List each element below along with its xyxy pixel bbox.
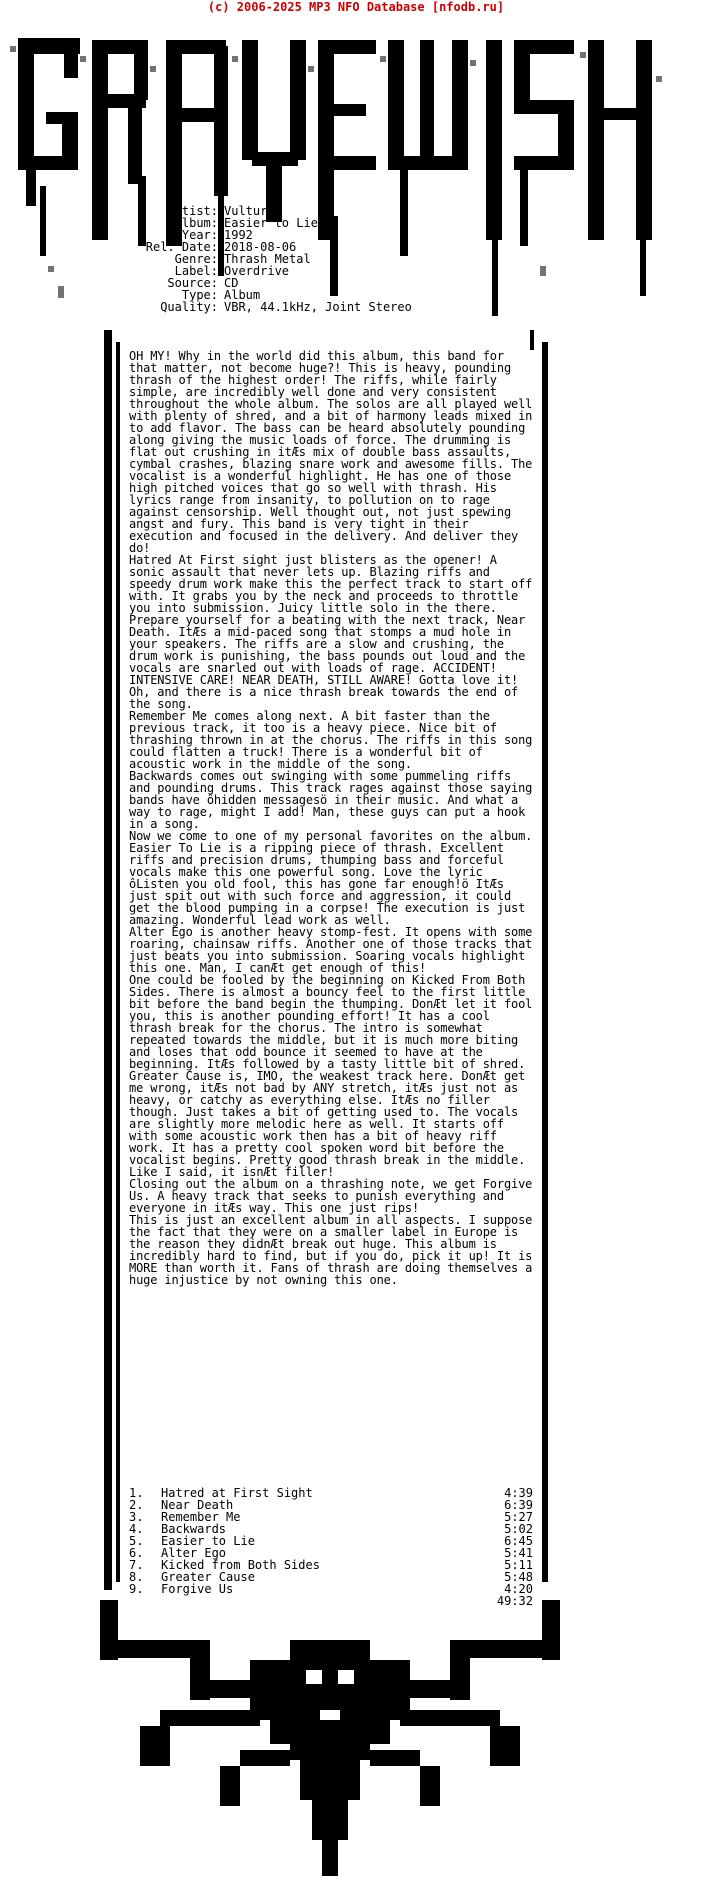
track-num: 8. bbox=[129, 1570, 144, 1584]
review-paragraph: Alter Ego is another heavy stomp-fest. It opens with some roaring, chainsaw riffs. Another one of those tracks that just beats you into submission. Soaring vocals highlight this one. Man, I canÆt get enough of this! bbox=[129, 925, 533, 975]
track-title: Easier to Lie bbox=[161, 1534, 255, 1548]
track-title: Hatred at First Sight bbox=[161, 1486, 313, 1500]
info-label: Label: bbox=[174, 264, 218, 278]
track-time: 4:39 bbox=[504, 1486, 533, 1500]
review-paragraph: Prepare yourself for a beating with the next track, Near Death. ItÆs a mid-paced song that stomps a mud hole in your speakers. The riffs are a slow and crushing, the drum work is punishing, the bass pounds out loud and the vocals are snarled out with loads of rage. ACCIDENT! INTENSIVE CARE! NEAR DEATH, STILL AWARE! Gotta love it! Oh, and there is a nice thrash break towards the end of the song. bbox=[129, 613, 526, 711]
info-row bbox=[0, 277, 712, 289]
track-num: 7. bbox=[129, 1558, 144, 1572]
info-value: Album bbox=[224, 288, 261, 302]
frame-right-border bbox=[542, 342, 548, 1582]
track-title: Alter Ego bbox=[161, 1546, 227, 1560]
track-title: Remember Me bbox=[161, 1510, 241, 1524]
track-time: 6:39 bbox=[504, 1498, 533, 1512]
track-time: 5:02 bbox=[504, 1522, 533, 1536]
track-time: 5:11 bbox=[504, 1558, 533, 1572]
info-label: Source: bbox=[167, 276, 218, 290]
track-num: 4. bbox=[129, 1522, 144, 1536]
review-paragraph: This is just an excellent album in all aspects. I suppose the fact that they were on a smaller label in Europe is the reason they didnÆt break out huge. This album is incredibly hard to find, but if you do, pick it up! It is MORE than worth it. Fans of thrash are doing themselves a huge injustice by not owning this one. bbox=[129, 1213, 533, 1287]
info-value: 2018-08-06 bbox=[224, 240, 297, 254]
track-row bbox=[129, 1583, 533, 1595]
total-time: 49:32 bbox=[496, 1594, 533, 1608]
review-paragraph: Hatred At First sight just blisters as the opener! A sonic assault that never lets up. Blazing riffs and speedy drum work make this the perfect track to start off with. It grabs you by the neck and proceeds to throttle you into submission. Juicy little solo in the there. bbox=[129, 553, 533, 615]
track-num: 2. bbox=[129, 1498, 144, 1512]
review-paragraph: Remember Me comes along next. A bit faster than the previous track, it too is a heavy piece. Nice bit of thrashing thrown in at the chorus. The riffs in this song could flatten a truck! There is a wonderful bit of acoustic work in the middle of the song. bbox=[129, 709, 533, 771]
info-label: Album: bbox=[174, 216, 218, 230]
info-row bbox=[0, 253, 712, 265]
track-time: 4:20 bbox=[504, 1582, 533, 1596]
info-value: CD bbox=[224, 276, 239, 290]
info-label: Rel. Date: bbox=[145, 240, 218, 254]
track-title: Greater Cause bbox=[161, 1570, 255, 1584]
track-num: 3. bbox=[129, 1510, 144, 1524]
info-value: Easier to Lie bbox=[224, 216, 318, 230]
info-label: Year: bbox=[181, 228, 218, 242]
track-time: 6:45 bbox=[504, 1534, 533, 1548]
review-body bbox=[129, 350, 539, 1286]
review-paragraph: One could be fooled by the beginning on Kicked From Both Sides. There is almost a bouncy feel to the first little bit before the band begin the thumping. DonÆt let it fool you, this is another pounding effort! It has a cool thrash break for the chorus. The intro is somewhat repeated towards the middle, but it is much more biting and loses that odd bounce it seemed to have at the beginning. ItÆs followed by a tasty little bit of shred. bbox=[129, 973, 533, 1071]
track-num: 6. bbox=[129, 1546, 144, 1560]
frame-left-border-thin bbox=[116, 342, 120, 1582]
info-value: Overdrive bbox=[224, 264, 290, 278]
info-label: Quality: bbox=[160, 300, 218, 314]
track-title: Near Death bbox=[161, 1498, 234, 1512]
review-paragraph: Closing out the album on a thrashing note, we get Forgive Us. A heavy track that seeks to punish everything and everyone in itÆs way. This one just rips! bbox=[129, 1177, 533, 1215]
frame-left-border bbox=[104, 330, 112, 1590]
info-value: Vulture bbox=[224, 204, 275, 218]
info-row bbox=[0, 205, 712, 217]
track-num: 5. bbox=[129, 1534, 144, 1548]
info-value: Thrash Metal bbox=[224, 252, 311, 266]
info-row bbox=[0, 265, 712, 277]
track-num: 9. bbox=[129, 1582, 144, 1596]
track-time: 5:48 bbox=[504, 1570, 533, 1584]
track-num: 1. bbox=[129, 1486, 144, 1500]
info-label: Type: bbox=[181, 288, 218, 302]
info-row bbox=[0, 301, 712, 313]
review-paragraph: OH MY! Why in the world did this album, this band for that matter, not become huge?! This is heavy, pounding thrash of the highest order! The riffs, while fairly simple, are incredibly well done and very consistent throughout the whole album. The solos are all played well with plenty of shred, and a bit of harmony leads mixed in to add flavor. The bass can be heard absolutely pounding along giving the music loads of force. The drumming is flat out crushing in itÆs mix of double bass assaults, cymbal crashes, blazing snare work and awesome fills. The vocalist is a wonderful highlight. He has one of those high pitched voices that go so well with thrash. His lyrics range from insanity, to pollution on to rage against censorship. Well thought out, not just spewing angst and fury. This band is very tight in their execution and focused in the delivery. And deliver they do! bbox=[129, 349, 533, 555]
info-row bbox=[0, 217, 712, 229]
nfo-credit-header: (c) 2006-2025 MP3 NFO Database [nfodb.ru] bbox=[207, 0, 505, 14]
track-title: Forgive Us bbox=[161, 1582, 234, 1596]
track-title: Backwards bbox=[161, 1522, 227, 1536]
track-time: 5:41 bbox=[504, 1546, 533, 1560]
info-label: Genre: bbox=[174, 252, 218, 266]
review-paragraph: Now we come to one of my personal favorites on the album. Easier To Lie is a ripping piece of thrash. Excellent riffs and precision drums, thumping bass and forceful vocals make this one powerful song. Love the lyric ôListen you old fool, this has gone far enough!ö ItÆs just spit out with such force and aggression, it could get the blood pumping in a corpse! The execution is just amazing. Wonderful lead work as well. bbox=[129, 829, 533, 927]
info-value: VBR, 44.1kHz, Joint Stereo bbox=[224, 300, 412, 314]
info-row bbox=[0, 241, 712, 253]
info-row bbox=[0, 229, 712, 241]
info-label: Artist: bbox=[167, 204, 218, 218]
review-paragraph: Backwards comes out swinging with some pummeling riffs and pounding drums. This track rages against those saying bands have ôhidden messagesö in their music. And what a way to rage, might I add! Man, these guys can put a hook in a song. bbox=[129, 769, 533, 831]
frame-right-border-thin bbox=[530, 330, 534, 350]
tracklist bbox=[129, 1487, 533, 1595]
bottom-emblem-art bbox=[100, 1600, 560, 1880]
review-paragraph: Greater Cause is, IMO, the weakest track here. DonÆt get me wrong, itÆs not bad by ANY stretch, itÆs just not as heavy, or catchy as everything else. ItÆs no filler though. Just takes a bit of getting used to. The vocals are slightly more melodic here as well. It starts off with some acoustic work then has a bit of heavy riff work. It has a pretty cool spoken word bit before the vocalist begins. Pretty good thrash break in the middle. Like I said, it isnÆt filler! bbox=[129, 1069, 526, 1179]
track-time: 5:27 bbox=[504, 1510, 533, 1524]
track-title: Kicked from Both Sides bbox=[161, 1558, 320, 1572]
info-value: 1992 bbox=[224, 228, 253, 242]
